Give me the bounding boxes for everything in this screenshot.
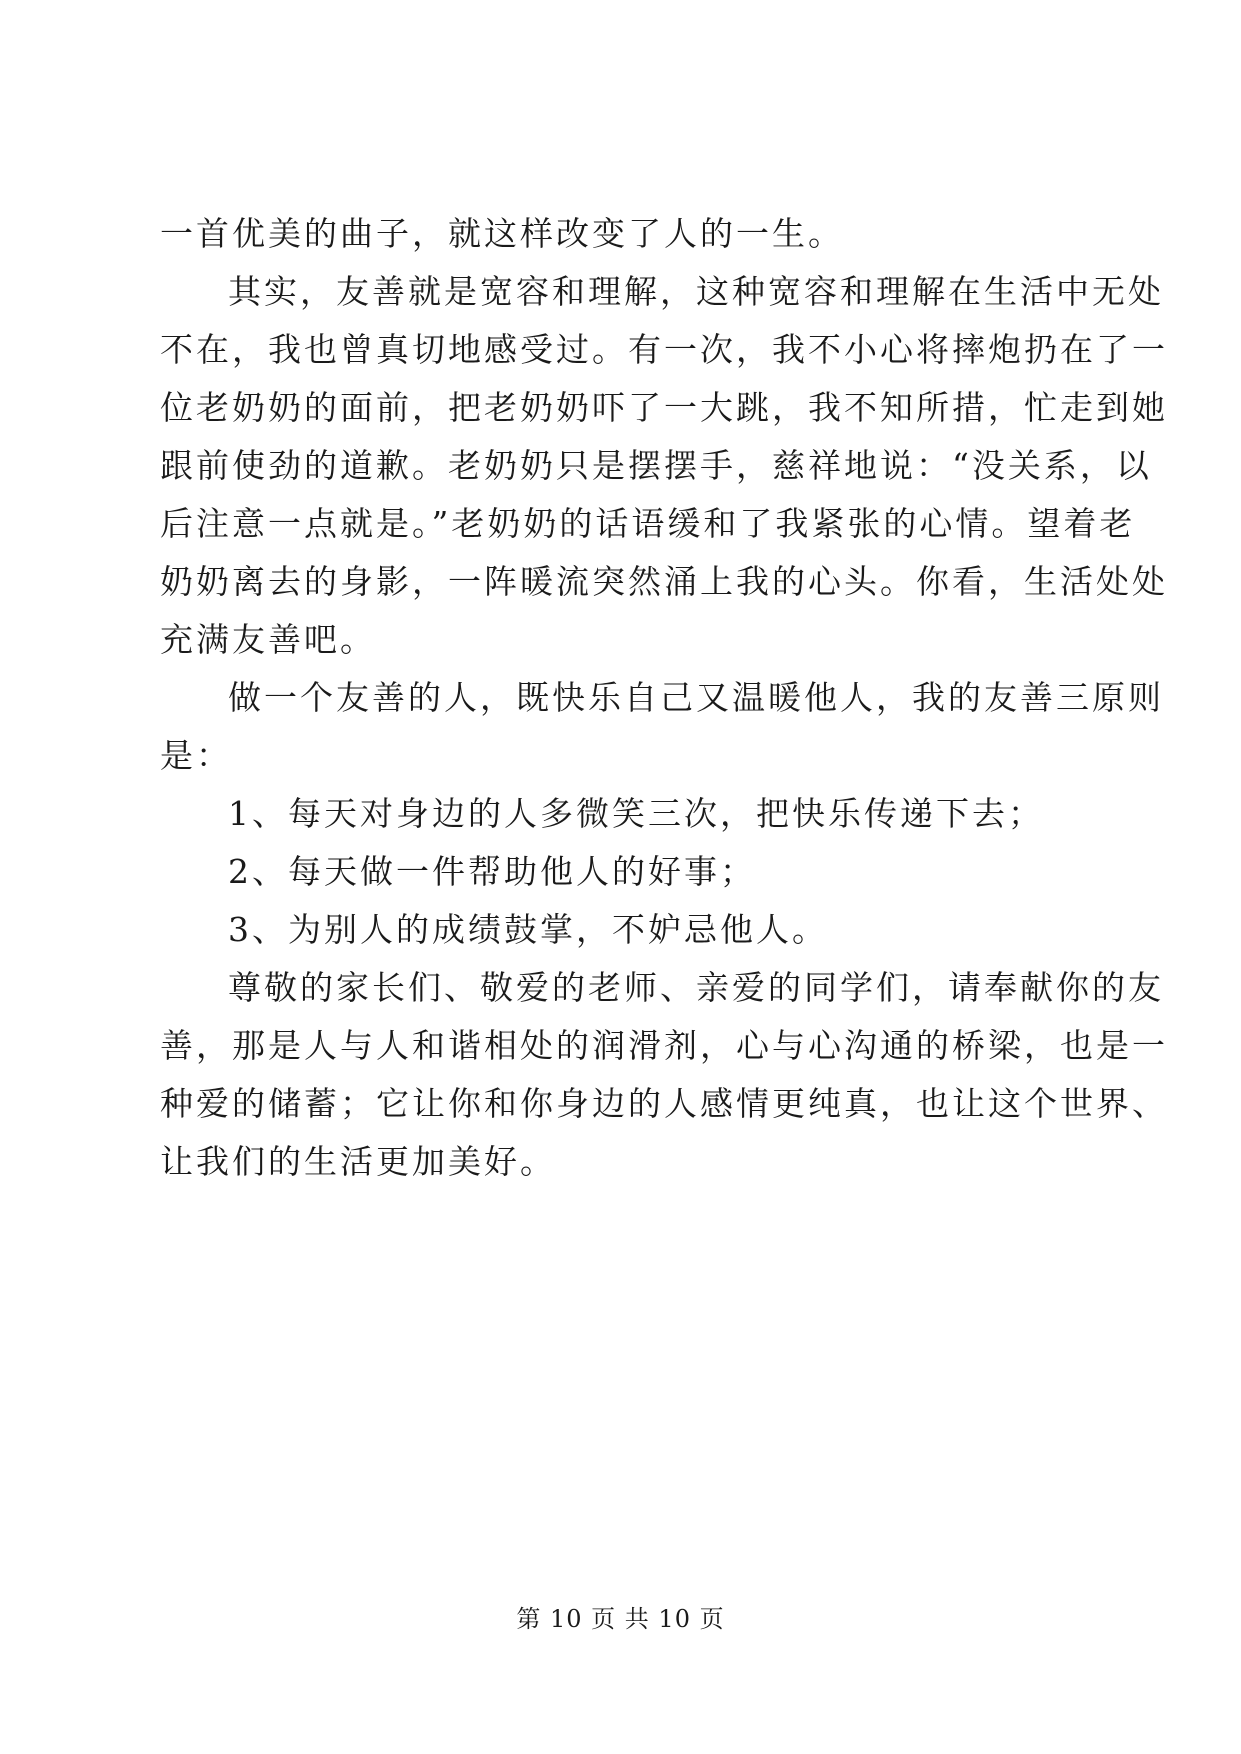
page-number-footer: 第 10 页 共 10 页 <box>516 1605 725 1633</box>
paragraph-line: 跟前使劲的道歉。老奶奶只是摆摆手，慈祥地说：“没关系，以 <box>160 446 1152 485</box>
list-item: 3、为别人的成绩鼓掌，不妒忌他人。 <box>228 910 828 949</box>
paragraph-line: 善，那是人与人和谐相处的润滑剂，心与心沟通的桥梁，也是一 <box>160 1026 1168 1065</box>
paragraph-line: 不在，我也曾真切地感受过。有一次，我不小心将摔炮扔在了一 <box>160 330 1168 369</box>
list-item: 1、每天对身边的人多微笑三次，把快乐传递下去； <box>228 794 1044 833</box>
paragraph-line: 是： <box>160 736 232 775</box>
paragraph-line: 一首优美的曲子，就这样改变了人的一生。 <box>160 214 844 253</box>
paragraph-line: 奶奶离去的身影，一阵暖流突然涌上我的心头。你看，生活处处 <box>160 562 1168 601</box>
paragraph-line: 让我们的生活更加美好。 <box>160 1142 556 1181</box>
list-item: 2、每天做一件帮助他人的好事； <box>228 852 756 891</box>
paragraph-line: 尊敬的家长们、敬爱的老师、亲爱的同学们，请奉献你的友 <box>228 968 1164 1007</box>
paragraph-line: 做一个友善的人，既快乐自己又温暖他人，我的友善三原则 <box>228 678 1164 717</box>
paragraph-line: 充满友善吧。 <box>160 620 376 659</box>
paragraph-line: 其实，友善就是宽容和理解，这种宽容和理解在生活中无处 <box>228 272 1164 311</box>
paragraph-line: 后注意一点就是。”老奶奶的话语缓和了我紧张的心情。望着老 <box>160 504 1136 543</box>
paragraph-line: 位老奶奶的面前，把老奶奶吓了一大跳，我不知所措，忙走到她 <box>160 388 1168 427</box>
paragraph-line: 种爱的储蓄；它让你和你身边的人感情更纯真，也让这个世界、 <box>160 1084 1168 1123</box>
